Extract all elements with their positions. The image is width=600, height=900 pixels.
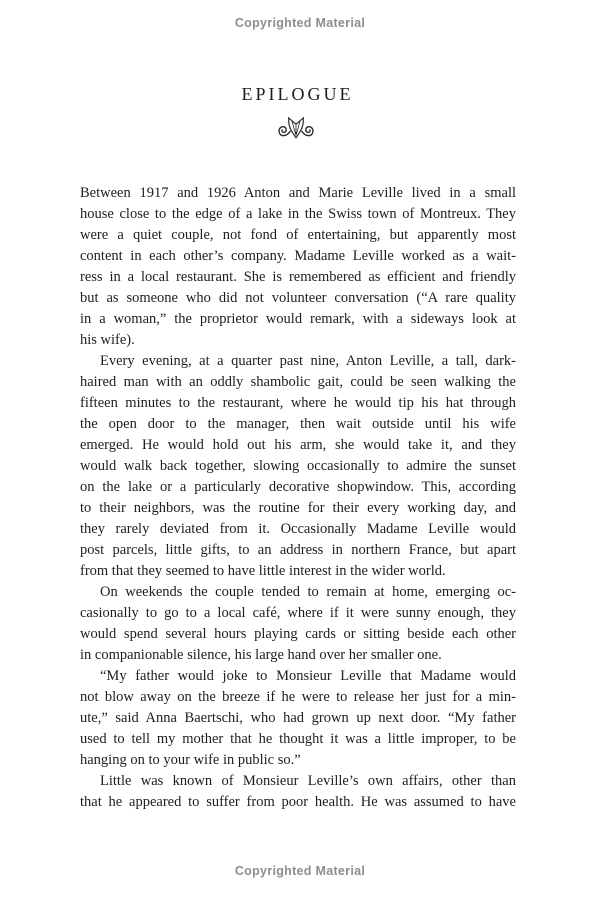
text-line: Little was known of Monsieur Leville’s own affairs, other than [100, 773, 516, 789]
paragraph [80, 666, 516, 771]
text-line: not blow away on the breeze if he were to release her just for a min- [80, 689, 516, 705]
paragraph [80, 582, 516, 666]
text-line: that he appeared to suffer from poor health. He was assumed to have [80, 794, 516, 810]
chapter-heading-block [0, 84, 592, 139]
text-line: in a woman,” the proprietor would remark, with a sideways look at [80, 311, 516, 327]
text-line: hanging on to your wife in public so.” [80, 752, 301, 768]
text-line: post parcels, little gifts, to an address in northern France, but apart [80, 542, 516, 558]
text-line: on the lake or a particularly decorative shopwindow. This, according [80, 479, 516, 495]
text-line: but as someone who did not volunteer conversation (“A rare quality [80, 290, 516, 306]
paragraph [80, 183, 516, 351]
text-line: would spend several hours playing cards or sitting beside each other [80, 626, 516, 642]
text-line: Between 1917 and 1926 Anton and Marie Leville lived in a small [80, 185, 516, 201]
fleuron-ornament-icon [276, 112, 316, 139]
text-line: were a quiet couple, not fond of entertaining, but apparently most [80, 227, 516, 243]
text-line: the open door to the manager, then wait outside until his wife [80, 416, 516, 432]
text-line: would walk back together, slowing occasionally to admire the sunset [80, 458, 516, 474]
text-line: content in each other’s company. Madame Leville worked as a wait- [80, 248, 516, 264]
text-line: to their neighbors, was the routine for their every working day, and [80, 500, 516, 516]
text-line: house close to the edge of a lake in the Swiss town of Montreux. They [80, 206, 516, 222]
text-line: Every evening, at a quarter past nine, Anton Leville, a tall, dark- [100, 353, 516, 369]
text-line: emerged. He would hold out his arm, she would take it, and they [80, 437, 516, 453]
copyright-notice-top: Copyrighted Material [234, 16, 366, 30]
text-line: On weekends the couple tended to remain at home, emerging oc- [100, 584, 516, 600]
text-line: “My father would joke to Monsieur Leville that Madame would [100, 668, 516, 684]
paragraph [80, 771, 516, 813]
text-line: ress in a local restaurant. She is remembered as efficient and friendly [80, 269, 516, 285]
text-line: from that they seemed to have little interest in the wider world. [80, 563, 446, 579]
chapter-title: EPILOGUE [241, 84, 354, 104]
text-line: in companionable silence, his large hand over her smaller one. [80, 647, 442, 663]
page-body-text [80, 183, 516, 813]
text-line: ute,” said Anna Baertschi, who had grown up next door. “My father [80, 710, 516, 726]
paragraph [80, 351, 516, 582]
text-line: used to tell my mother that he thought it was a little improper, to be [80, 731, 516, 747]
text-line: his wife). [80, 332, 135, 348]
text-line: fifteen minutes to the restaurant, where he would tip his hat through [80, 395, 516, 411]
text-line: they rarely deviated from it. Occasionally Madame Leville would [80, 521, 516, 537]
text-line: casionally to go to a local café, where if it were sunny enough, they [80, 605, 516, 621]
text-line: haired man with an oddly shambolic gait, could be seen walking the [80, 374, 516, 390]
copyright-notice-bottom: Copyrighted Material [234, 864, 366, 878]
